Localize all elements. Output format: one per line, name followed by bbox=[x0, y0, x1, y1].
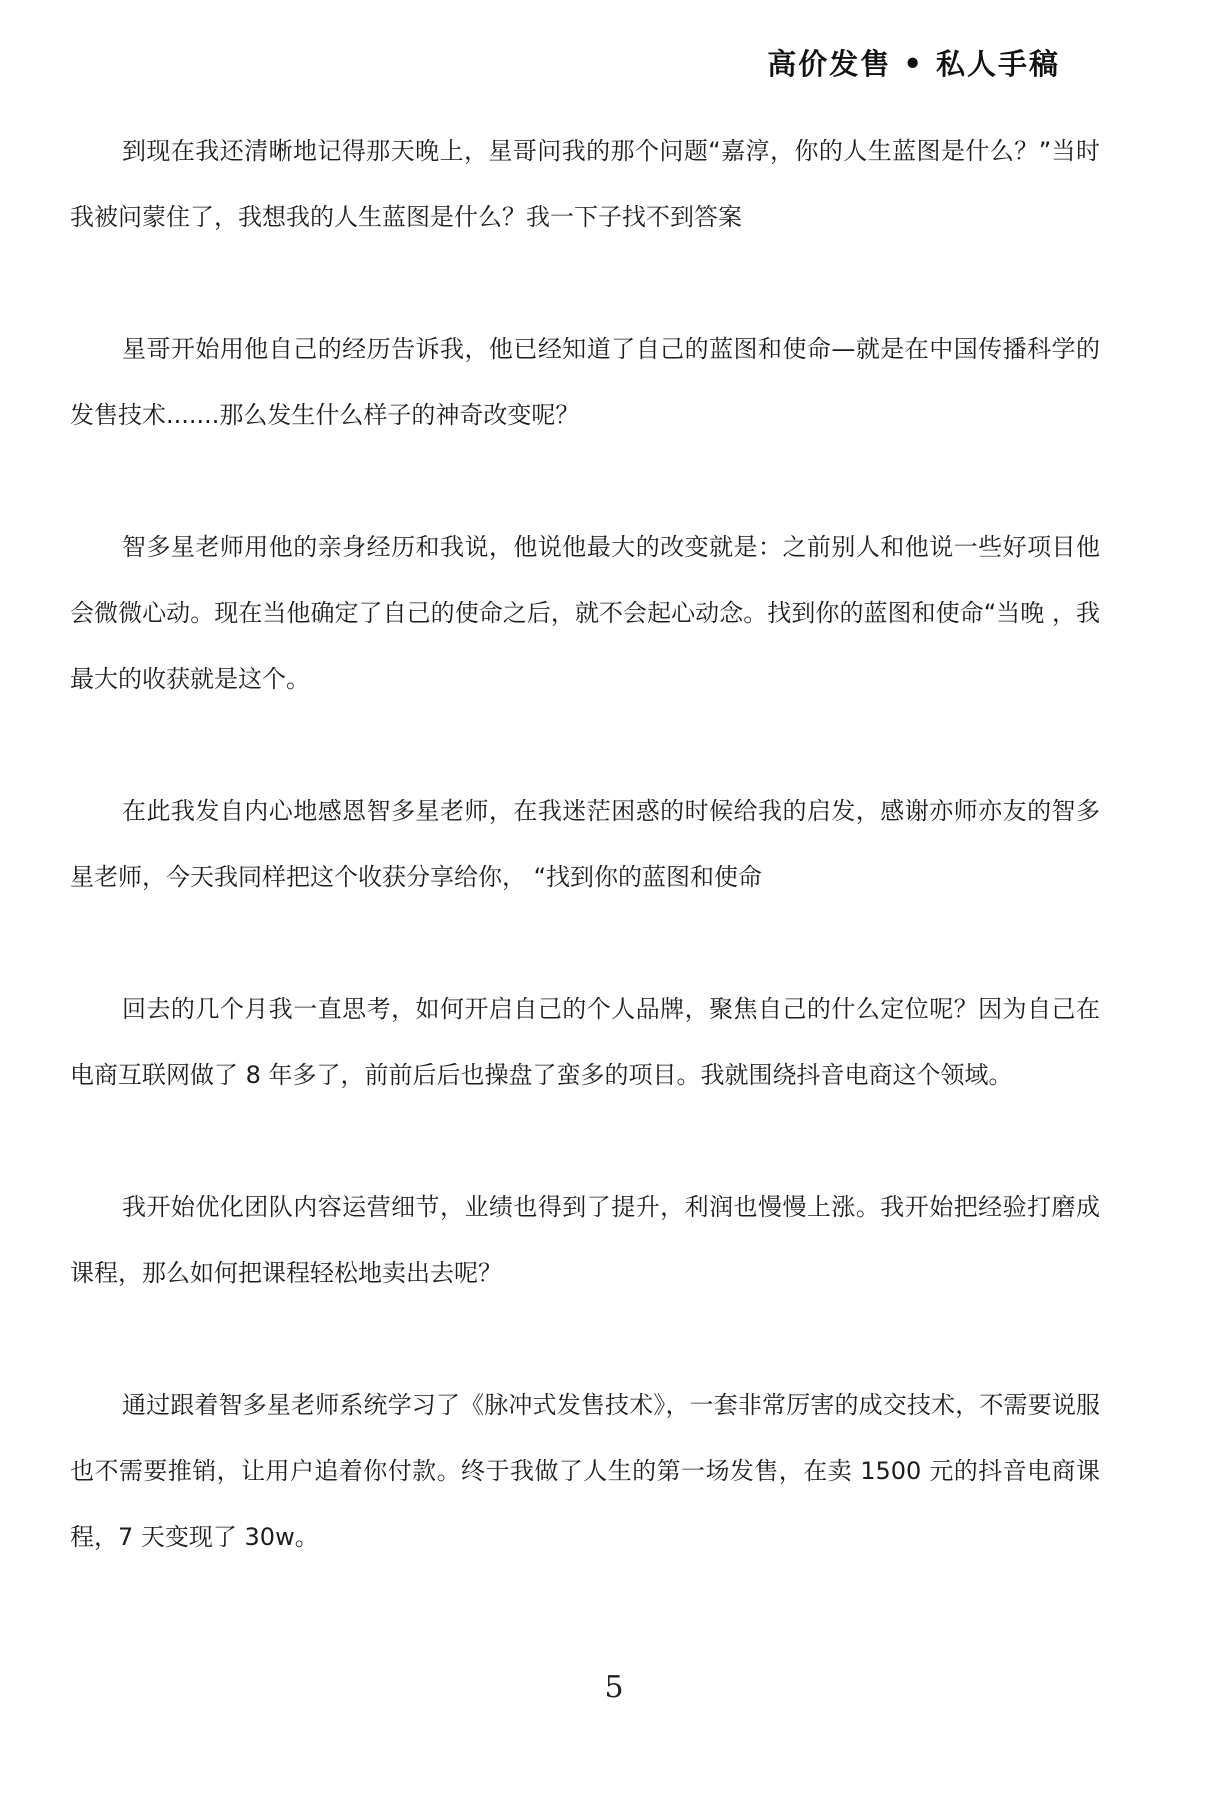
paragraph-1: 到现在我还清晰地记得那天晚上，星哥问我的那个问题“嘉淳，你的人生蓝图是什么？”当时我被问蒙住了，我想我的人生蓝图是什么？我一下子找不到答案 bbox=[70, 137, 1100, 231]
document-body bbox=[70, 118, 1100, 1570]
paragraph-6: 我开始优化团队内容运营细节，业绩也得到了提升，利润也慢慢上涨。我开始把经验打磨成课程，那么如何把课程轻松地卖出去呢？ bbox=[70, 1193, 1100, 1287]
page-header: 高价发售 • 私人手稿 bbox=[767, 47, 1060, 81]
page-number: 5 bbox=[604, 1670, 624, 1705]
paragraph-4: 在此我发自内心地感恩智多星老师，在我迷茫困惑的时候给我的启发，感谢亦师亦友的智多星老师，今天我同样把这个收获分享给你， “找到你的蓝图和使命 bbox=[70, 797, 1100, 891]
paragraph-3: 智多星老师用他的亲身经历和我说，他说他最大的改变就是：之前别人和他说一些好项目他会微微心动。现在当他确定了自己的使命之后，就不会起心动念。找到你的蓝图和使命“当晚 ，我最大的收获就是这个。 bbox=[70, 533, 1100, 693]
paragraph-5: 回去的几个月我一直思考，如何开启自己的个人品牌，聚焦自己的什么定位呢？因为自己在电商互联网做了 8 年多了，前前后后也操盘了蛮多的项目。我就围绕抖音电商这个领域。 bbox=[70, 995, 1100, 1089]
paragraph-7: 通过跟着智多星老师系统学习了《脉冲式发售技术》，一套非常厉害的成交技术，不需要说服也不需要推销，让用户追着你付款。终于我做了人生的第一场发售，在卖 1500 元的抖音电商课程，7 天变现了 30w。 bbox=[70, 1391, 1100, 1551]
paragraph-2: 星哥开始用他自己的经历告诉我，他已经知道了自己的蓝图和使命—就是在中国传播科学的发售技术.......那么发生什么样子的神奇改变呢？ bbox=[70, 335, 1100, 429]
